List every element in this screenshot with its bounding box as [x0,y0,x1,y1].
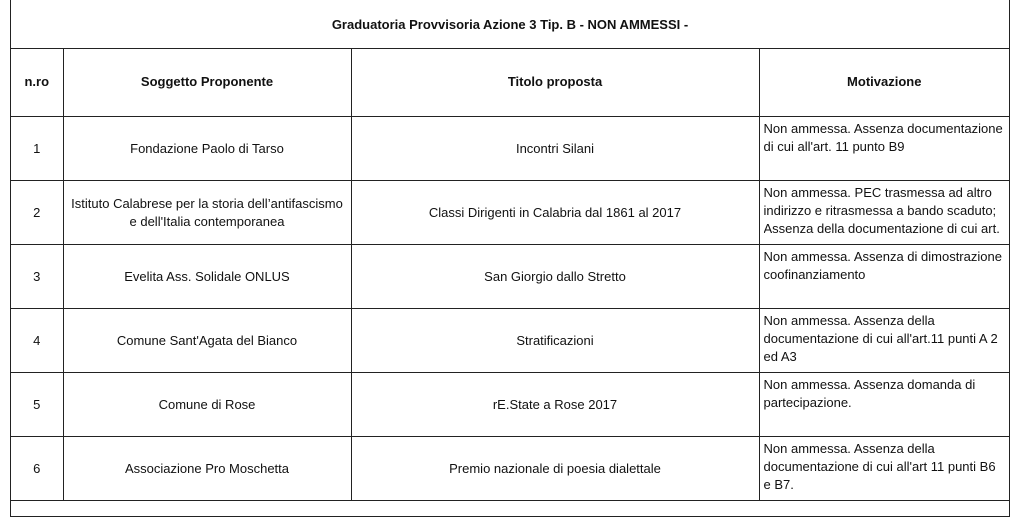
motivazione-text: Non ammessa. Assenza della documentazione di cui all'art 11 punti B6 e B7. [763,441,996,492]
cell-soggetto: Evelita Ass. Solidale ONLUS [63,245,351,309]
table-title: Graduatoria Provvisoria Azione 3 Tip. B - NON AMMESSI - [11,0,1009,49]
cell-num: 5 [11,373,63,437]
cell-motivazione [759,373,1009,437]
header-num: n.ro [11,48,63,117]
motivazione-text: Non ammessa. Assenza della documentazione di cui all'art.11 punti A 2 ed A3 [763,313,998,364]
cell-titolo: rE.State a Rose 2017 [351,373,759,437]
motivazione-text: Non ammessa. Assenza di dimostrazione coofinanziamento [763,249,1002,282]
cell-motivazione [759,117,1009,181]
cell-titolo: Premio nazionale di poesia dialettale [351,437,759,501]
cell-motivazione [759,181,1009,245]
cell-motivazione [759,309,1009,373]
cell-soggetto: Comune di Rose [63,373,351,437]
motivazione-text: Non ammessa. PEC trasmessa ad altro indirizzo e ritrasmessa a bando scaduto; Assenza della documentazione di cui art. [763,185,1000,236]
motivazione-text: Non ammessa. Assenza documentazione di cui all'art. 11 punto B9 [763,121,1003,154]
header-soggetto: Soggetto Proponente [63,48,351,117]
table-row [11,245,1009,309]
cell-soggetto: Fondazione Paolo di Tarso [63,117,351,181]
table-row [11,117,1009,181]
cell-num: 6 [11,437,63,501]
header-row [11,48,1009,117]
header-motivazione: Motivazione [759,48,1009,117]
results-grid [11,48,1009,501]
cell-motivazione [759,245,1009,309]
cell-motivazione [759,437,1009,501]
cell-soggetto: Istituto Calabrese per la storia dell’antifascismo e dell'Italia contemporanea [63,181,351,245]
cell-titolo: Stratificazioni [351,309,759,373]
cell-titolo: Incontri Silani [351,117,759,181]
spreadsheet-table [10,0,1010,517]
table-row [11,309,1009,373]
table-row [11,437,1009,501]
table-row [11,373,1009,437]
header-titolo: Titolo proposta [351,48,759,117]
cell-num: 3 [11,245,63,309]
cell-soggetto: Associazione Pro Moschetta [63,437,351,501]
table-row [11,181,1009,245]
cell-soggetto: Comune Sant'Agata del Bianco [63,309,351,373]
motivazione-text: Non ammessa. Assenza domanda di partecipazione. [763,377,976,410]
cell-titolo: Classi Dirigenti in Calabria dal 1861 al 2017 [351,181,759,245]
cell-num: 1 [11,117,63,181]
cell-num: 2 [11,181,63,245]
cell-titolo: San Giorgio dallo Stretto [351,245,759,309]
cell-num: 4 [11,309,63,373]
